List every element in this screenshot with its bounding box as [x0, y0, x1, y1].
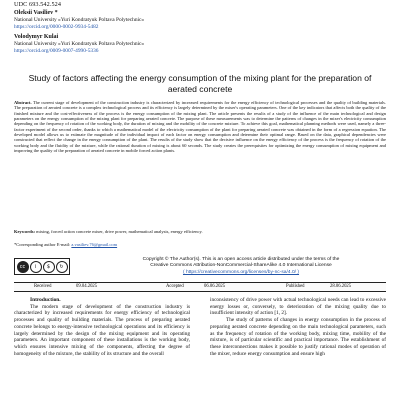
author-affiliation: National University «Yuri Kondratyuk Poltava Polytechnic»: [14, 41, 145, 47]
published-label: Published: [286, 284, 305, 289]
author-block: [14, 10, 144, 31]
by-icon: i: [30, 261, 42, 273]
published-date: 28.06.2025: [330, 284, 352, 289]
body-paragraph: The modern stage of development of the construction industry is characterized by increased requirements for energy efficiency of technological processes and quality of building materials. The process of preparing aerated concrete belongs to energy-intensive technological operations and its efficiency is largely determined by the design of the mixing equipment and its operating parameters. An important component of these installations is the working body, which ensures intensive mixing of the components, affecting the degree of homogeneity of the mixture, the stability of its structure and the overall: [14, 303, 190, 357]
license-url-link[interactable]: ( https://creativecommons.org/licenses/by-nc-sa/4.0/ ): [182, 269, 300, 275]
author-orcid-link[interactable]: https://orcid.org/0009-0007-4990-5336: [14, 48, 99, 54]
abstract-label: Abstract.: [14, 100, 32, 105]
received-date: 09.04.2025: [76, 284, 98, 289]
license-line: Copyright © The Author(s). This is an open access article distributed under the terms of the: [142, 257, 340, 262]
cc-license-badge[interactable]: [14, 258, 70, 275]
author-block: [14, 34, 144, 55]
paper-title: Study of factors affecting the energy consumption of the mixing plant for the preparation of aerated concrete: [28, 73, 372, 94]
body-paragraph: inconsistency of drive power with actual technological needs can lead to excessive energy losses or, conversely, to deterioration of the mixing quality due to insufficient intensity of action [1, 2].: [210, 297, 386, 317]
corresponding-label: *Corresponding author E-mail:: [14, 242, 71, 247]
sa-icon: ↻: [56, 261, 68, 273]
license-line: Creative Commons Attribution-NonCommercial-ShareAlike 4.0 International License: [150, 263, 332, 269]
nc-icon: $: [43, 261, 55, 273]
keywords-label: Keywords:: [14, 229, 35, 234]
received-label: Received: [34, 284, 52, 289]
author-name: Volodymyr Kulai: [14, 34, 59, 40]
accepted-date: 06.06.2025: [204, 284, 226, 289]
paper-page: [14, 0, 386, 400]
keywords-text: mixing, forced action concrete mixer, drive power, mathematical analysis, energy efficiency.: [36, 229, 203, 234]
corresponding-author: [14, 242, 386, 247]
abstract-text: The current stage of development of the construction industry is characterized by increased requirements for the energy efficiency of technological processes and the quality of building materials. The preparation of aerated concrete is a complex technological process and its efficiency is largely determined by the mixer's operating parameters. One of the key indicators that affects both the quality of the finished mixture and the cost-effectiveness of the process is the energy consumption of the mixing plant. The article presents the results of a study of the influence of the main technological and design parameters on the energy consumption of the mixing plant for preparing aerated concrete. The purpose of these measurements was to determine the patterns of changes in the mixer's electricity consumption depending on the frequency of rotation of the working body, the duration of mixing and the mobility of the concrete mixture. To achieve this goal, mathematical planning methods were used, namely a three-factor experiment of the second order, thanks to which a mathematical model of the electricity consumption of the plant for preparing aerated concrete was obtained in the form of a regression equation. The developed model allows us to estimate the magnitude of the individual impact of each factor on energy consumption and determine their optimal range. Based on the data, graphical dependencies were constructed that reflect the change in the energy consumption of the plant. The results of the study show that the decisive influence on the energy efficiency of the process is the frequency of rotation of the working body and the fluidity of the mixture, while the rational duration of mixing is about 60 seconds. The study creates the prerequisites for optimizing the energy consumption of mixing equipment and improving the quality of the preparation of aerated concrete in mobile forced action plants.: [14, 100, 387, 154]
body-column-right: [210, 297, 386, 357]
body-paragraph: The study of patterns of changes in energy consumption in the process of preparing aerated concrete depending on the main technological parameters, such as the frequency of rotation of the working body, mixing time, mobility of the mixture, is of particular scientific and practical importance. The establishment of these interconnections makes it possible to justify rational modes of operation of the mixer, reduce energy consumption and ensure high: [210, 317, 386, 357]
article-dates: [14, 282, 386, 292]
accepted-label: Accepted: [166, 284, 184, 289]
license-statement: [136, 257, 346, 276]
section-heading: Introduction.: [30, 297, 61, 303]
body-column-left: [14, 297, 190, 357]
cc-icon: cc: [17, 261, 29, 273]
udc-code: UDC 693.542.524: [14, 1, 62, 8]
author-affiliation: National University «Yuri Kondratyuk Poltava Polytechnic»: [14, 17, 145, 23]
keywords: [14, 229, 386, 234]
corresponding-email-link[interactable]: a.vasiliev.76@gmail.com: [71, 242, 118, 247]
abstract: [14, 100, 386, 153]
author-name: Oleksii Vasiliev *: [14, 10, 58, 16]
author-orcid-link[interactable]: https://orcid.org/0000-0002-9934-5482: [14, 24, 99, 30]
